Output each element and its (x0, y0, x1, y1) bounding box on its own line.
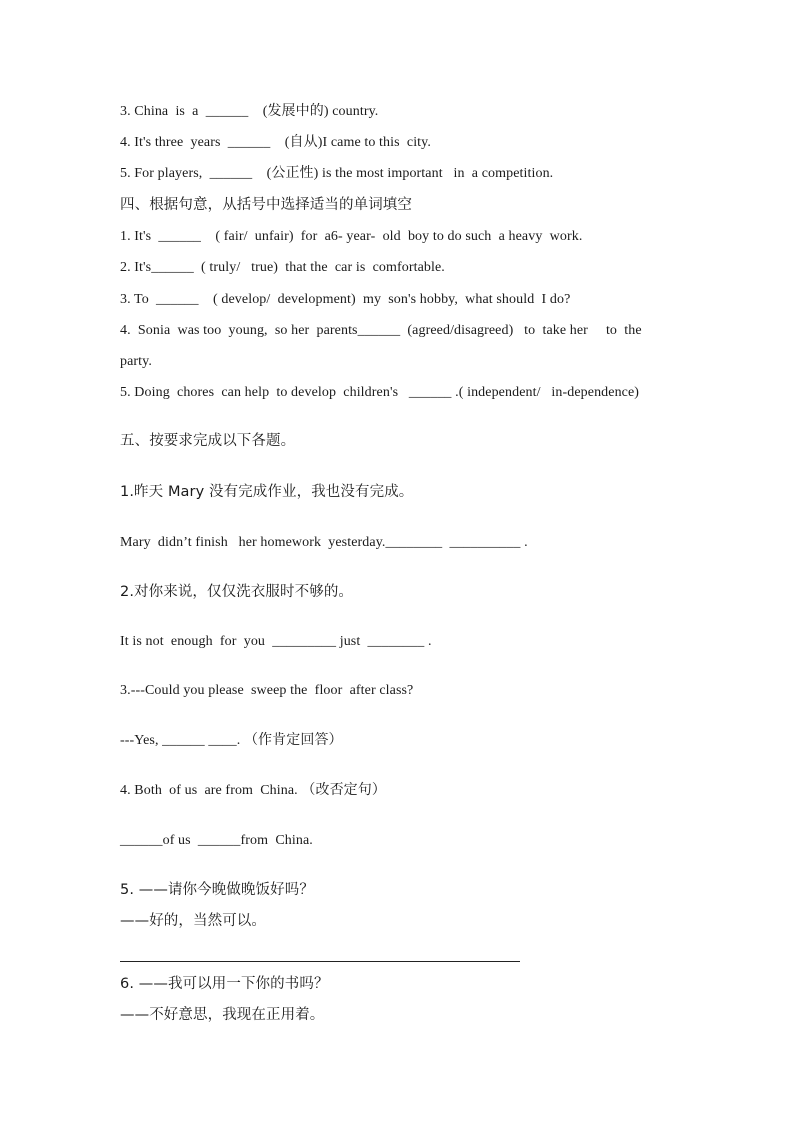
section-5-prompt-4: 4. Both of us are from China. （改否定句） (120, 783, 386, 798)
section-4-item-4-continued: party. (120, 354, 152, 369)
section-5-prompt-5-question: 5. ——请你今晚做晚饭好吗？ (120, 882, 314, 898)
section-5-answer-1: Mary didn’t finish her homework yesterday.________ __________ . (120, 535, 528, 550)
section-5-heading: 五、按要求完成以下各题。 (120, 433, 296, 449)
question-3-developing-country: 3. China is a ______ (发展中的) country. (120, 104, 379, 119)
section-4-item-1: 1. It's ______ ( fair/ unfair) for a6- year- old boy to do such a heavy work. (120, 229, 583, 244)
answer-blank-line (120, 961, 520, 962)
section-5-prompt-1: 1.昨天 Mary 没有完成作业，我也没有完成。 (120, 484, 414, 500)
question-5-fairness: 5. For players, ______ (公正性) is the most important in a competition. (120, 166, 554, 181)
section-4-item-3: 3. To ______ ( develop/ development) my son's hobby, what should I do? (120, 292, 571, 307)
section-5-prompt-6-question: 6. ——我可以用一下你的书吗？ (120, 976, 329, 992)
question-4-since: 4. It's three years ______ (自从)I came to this city. (120, 135, 431, 150)
section-5-answer-3: ---Yes, ______ ____. （作肯定回答） (120, 733, 343, 748)
section-5-prompt-6-reply: ——不好意思，我现在正用着。 (120, 1007, 325, 1023)
section-5-prompt-2: 2.对你来说，仅仅洗衣服时不够的。 (120, 584, 354, 600)
section-5-answer-4: ______of us ______from China. (120, 833, 313, 848)
section-5-answer-2: It is not enough for you _________ just ________ . (120, 634, 432, 649)
section-4-heading: 四、根据句意，从括号中选择适当的单词填空 (120, 197, 412, 213)
section-4-item-4: 4. Sonia was too young, so her parents______ (agreed/disagreed) to take her to the (120, 323, 642, 338)
section-5-prompt-5-reply: ——好的，当然可以。 (120, 913, 266, 929)
section-4-item-2: 2. It's______ ( truly/ true) that the car is comfortable. (120, 260, 445, 275)
section-4-item-5: 5. Doing chores can help to develop children's ______ .( independent/ in-dependence) (120, 385, 640, 400)
section-5-prompt-3: 3.---Could you please sweep the floor after class? (120, 683, 414, 698)
